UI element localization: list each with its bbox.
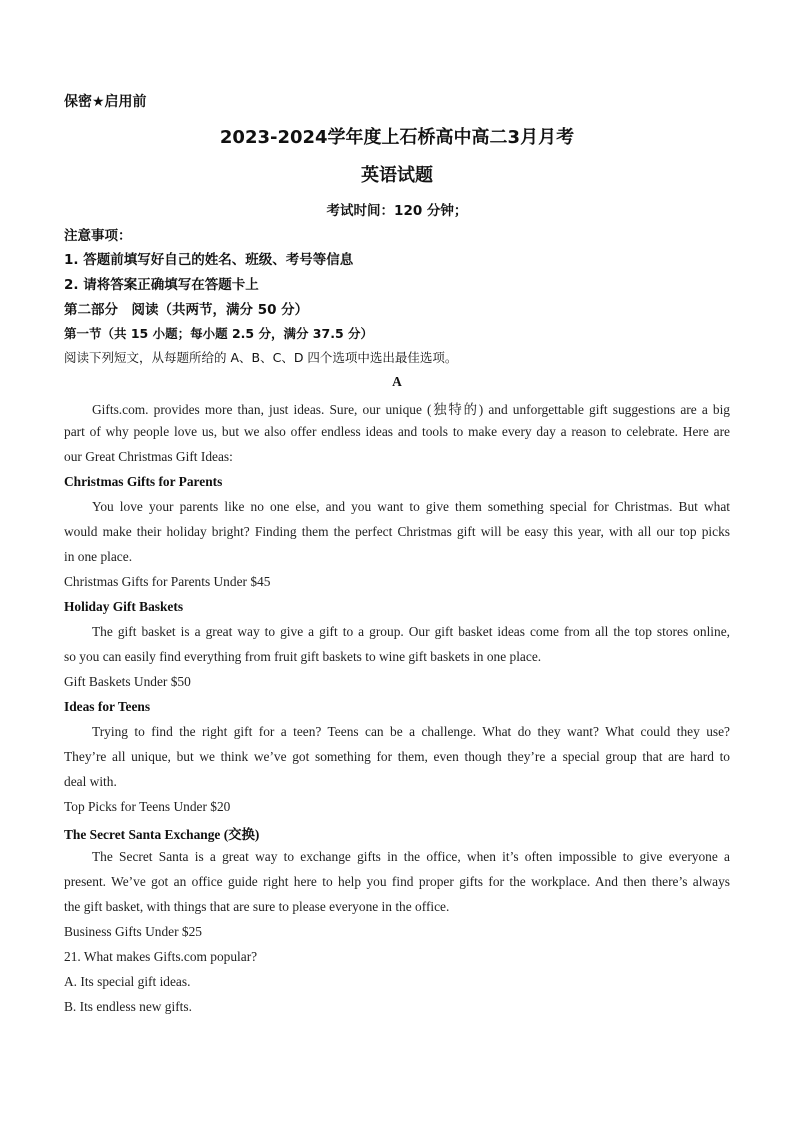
question-option-a: A. Its special gift ideas.: [64, 974, 191, 989]
section-heading-baskets: Holiday Gift Baskets: [64, 599, 184, 614]
teens-line-3: deal with.: [64, 774, 117, 789]
exam-time: 考试时间：120 分钟；: [326, 203, 468, 219]
santa-line-1: The Secret Santa is a great way to exchange gifts in the office, when it’s often impossible to give everyone a: [92, 849, 730, 864]
passage-label: A: [392, 374, 402, 389]
section-heading-teens: Ideas for Teens: [64, 699, 151, 714]
question-stem: 21. What makes Gifts.com popular?: [64, 949, 258, 964]
question-option-b: B. Its endless new gifts.: [64, 999, 192, 1014]
section-heading: 第一节（共 15 小题；每小题 2.5 分，满分 37.5 分）: [64, 326, 373, 341]
intro-line-2: part of why people love us, but we also offer endless ideas and tools to make every day a reason to celebrate. Here are: [64, 424, 730, 439]
exam-title: 2023-2024学年度上石桥高中高二3月月考: [219, 127, 575, 148]
notes-heading: 注意事项：: [64, 228, 132, 244]
baskets-line-1: The gift basket is a great way to give a gift to a group. Our gift basket ideas come from all the top stores online,: [92, 624, 730, 639]
teens-line-2: They’re all unique, but we think we’ve got something for them, even though they’re a special group that are hard to: [64, 749, 730, 764]
instruction-text: 阅读下列短文，从每题所给的 A、B、C、D 四个选项中选出最佳选项。: [64, 350, 458, 365]
intro-line-3: our Great Christmas Gift Ideas:: [64, 449, 233, 464]
teens-footer: Top Picks for Teens Under $20: [64, 799, 231, 814]
santa-line-3: the gift basket, with things that are sure to please everyone in the office.: [64, 899, 450, 914]
baskets-footer: Gift Baskets Under $50: [64, 674, 191, 689]
section-heading-parents: Christmas Gifts for Parents: [64, 474, 223, 489]
parents-line-3: in one place.: [64, 549, 133, 564]
parents-footer: Christmas Gifts for Parents Under $45: [64, 574, 271, 589]
teens-line-1: Trying to find the right gift for a teen? Teens can be a challenge. What do they want? What could they use?: [92, 724, 730, 739]
santa-footer: Business Gifts Under $25: [64, 924, 202, 939]
section-heading-secret-santa: The Secret Santa Exchange (交换): [64, 827, 260, 842]
parents-line-1: You love your parents like no one else, and you want to give them something special for Christmas. But what: [92, 499, 730, 514]
parents-line-2: would make their holiday bright? Finding them the perfect Christmas gift will be easy this year, with all our top picks: [64, 524, 730, 539]
notes-item-2: 2. 请将答案正确填写在答题卡上: [64, 277, 259, 293]
santa-line-2: present. We’ve got an office guide right here to help you find proper gifts for the workplace. And then there’s always: [64, 874, 730, 889]
subject-title: 英语试题: [361, 165, 433, 186]
part-heading: 第二部分 阅读（共两节，满分 50 分）: [64, 302, 309, 318]
intro-line-1: Gifts.com. provides more than, just ideas. Sure, our unique (独特的) and unforgettable gift suggestions are a big: [92, 402, 730, 417]
confidential-label: 保密★启用前: [64, 94, 147, 110]
notes-item-1: 1. 答题前填写好自己的姓名、班级、考号等信息: [64, 252, 354, 268]
baskets-line-2: so you can easily find everything from fruit gift baskets to wine gift baskets in one place.: [64, 649, 542, 664]
